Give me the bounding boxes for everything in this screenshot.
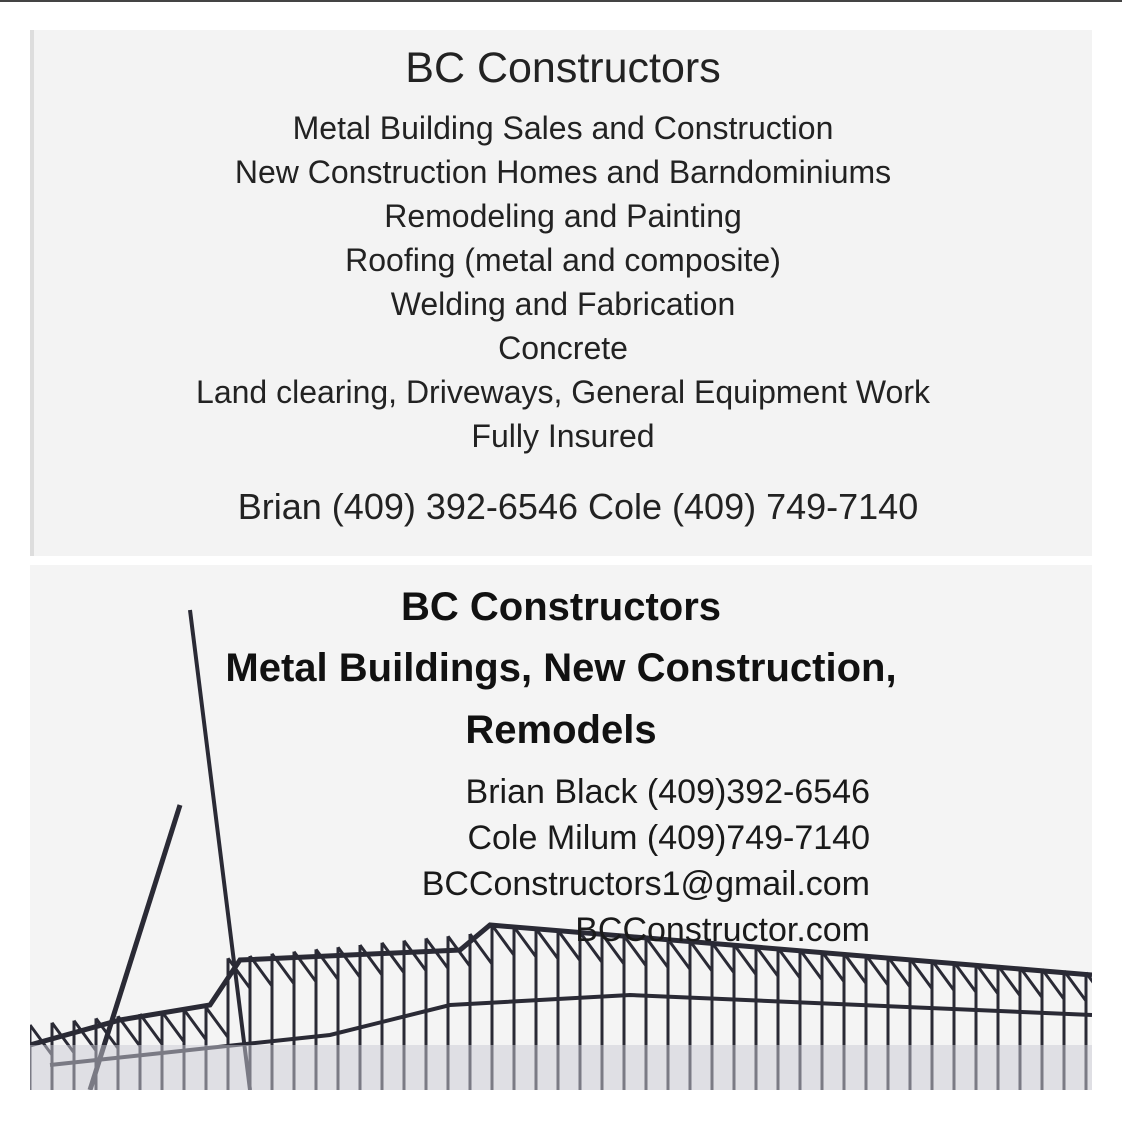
contact-cole: Cole Milum (409)749-7140	[467, 819, 870, 857]
truss-brace	[184, 1010, 206, 1040]
service-item: Metal Building Sales and Construction	[292, 110, 834, 146]
service-item: Remodeling and Painting	[384, 198, 742, 234]
truss-brace	[162, 1012, 184, 1042]
service-item: Concrete	[498, 330, 628, 366]
truss-brace	[338, 947, 360, 977]
service-item: Roofing (metal and composite)	[345, 242, 781, 278]
phone-numbers: Brian (409) 392-6546 Cole (409) 749-7140	[237, 486, 919, 527]
business-card-contact	[30, 565, 1092, 1090]
services-headline: Metal Buildings, New Construction,	[225, 646, 897, 690]
contact-details	[422, 769, 870, 953]
company-name-bold: BC Constructors	[400, 585, 722, 629]
top-border	[0, 0, 1122, 2]
business-card-services	[30, 30, 1092, 556]
services-headline-continued: Remodels	[465, 708, 657, 752]
truss-brace	[206, 1007, 228, 1037]
service-item: Land clearing, Driveways, General Equipment Work	[196, 374, 930, 410]
company-name: BC Constructors	[405, 44, 721, 92]
truss-brace	[140, 1014, 162, 1044]
truss-brace	[360, 945, 382, 975]
truss-brace	[382, 943, 404, 973]
contact-brian: Brian Black (409)392-6546	[465, 773, 870, 811]
service-item: Fully Insured	[471, 418, 655, 454]
contact-email: BCConstructors1@gmail.com	[421, 865, 870, 903]
service-item: New Construction Homes and Barndominiums	[234, 154, 892, 190]
service-item: Welding and Fabrication	[390, 286, 736, 322]
contact-website: BCConstructor.com	[575, 911, 870, 949]
services-list	[34, 106, 1092, 458]
